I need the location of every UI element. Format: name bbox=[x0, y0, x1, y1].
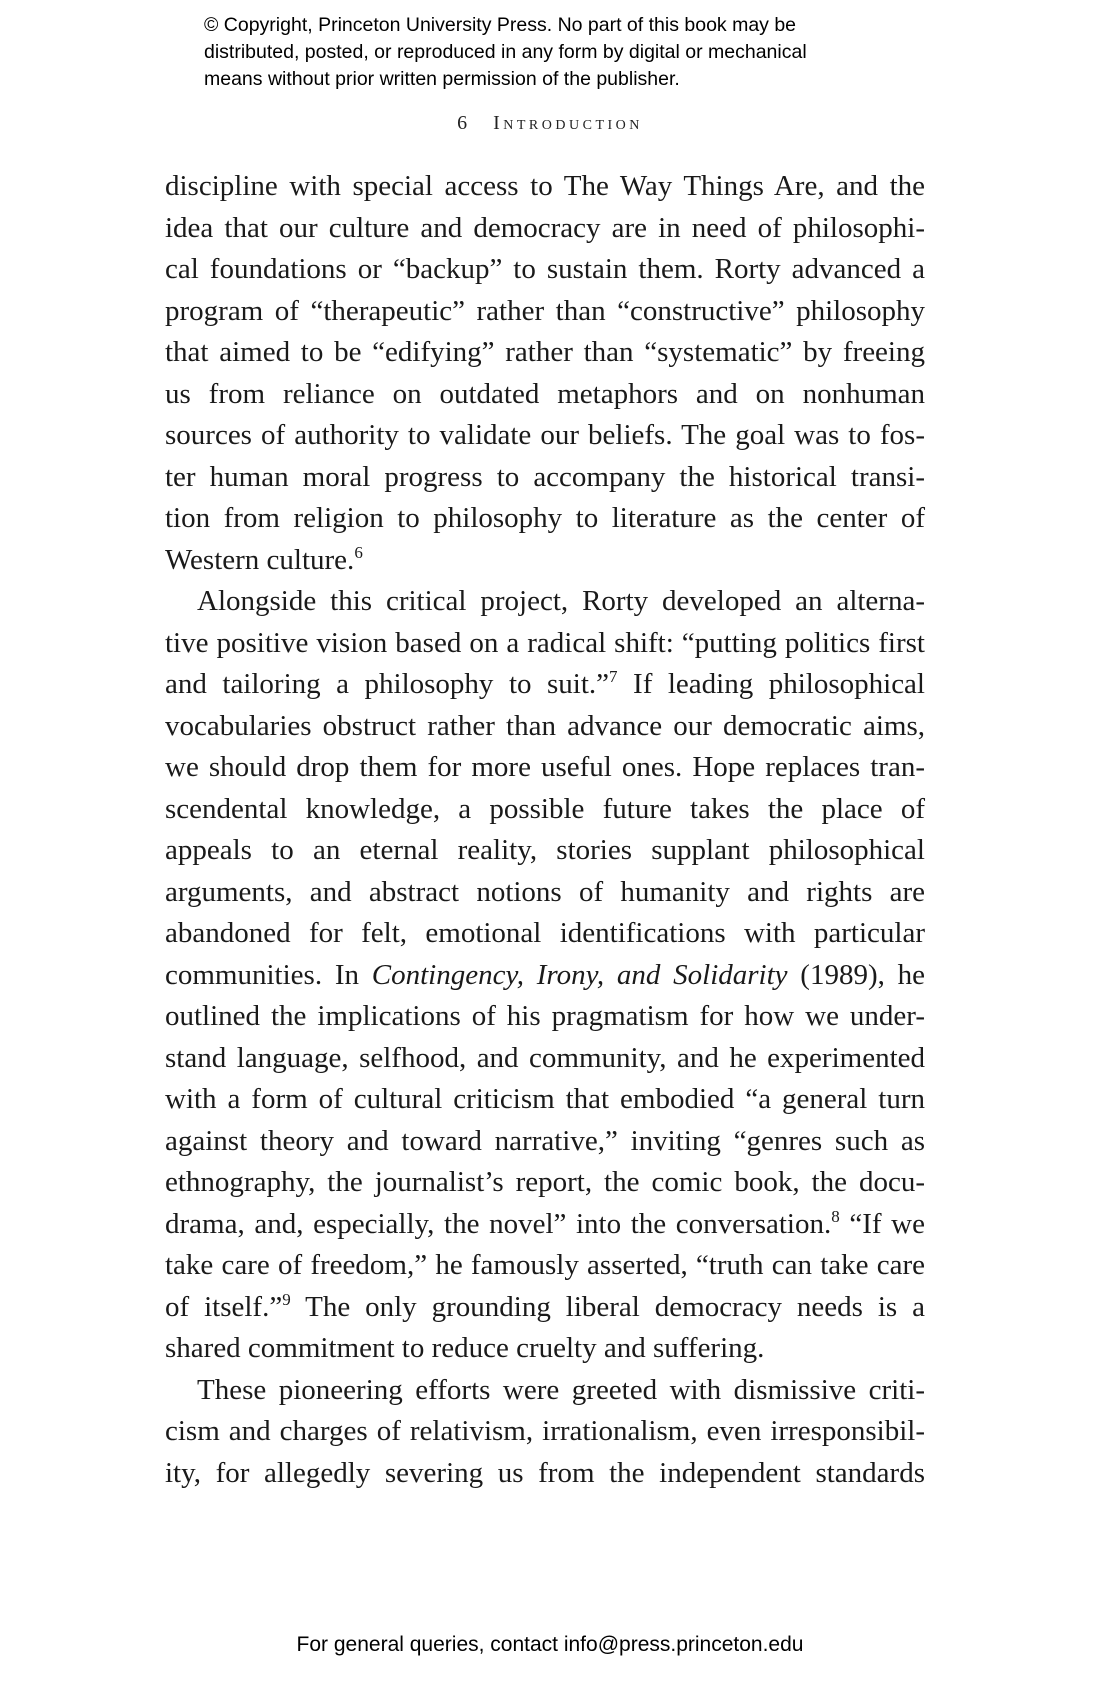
text-line: sources of authority to validate our beliefs. The goal was to fos- bbox=[165, 419, 925, 451]
text-line: of itself.”$^9$ The only grounding liberal democracy needs is a bbox=[165, 1289, 925, 1323]
text-line: communities. In Contingency, Irony, and Solidarity (1989), he bbox=[165, 958, 925, 991]
paragraph-start: Alongside this critical project, Rorty developed an alterna- bbox=[197, 585, 925, 617]
text-line: program of “therapeutic” rather than “constructive” philosophy bbox=[165, 294, 925, 327]
text-line: us from reliance on outdated metaphors and on nonhuman bbox=[165, 377, 925, 410]
body-text bbox=[165, 166, 925, 1494]
text-line: scendental knowledge, a possible future takes the place of bbox=[165, 792, 925, 825]
paragraph-start: These pioneering efforts were greeted with dismissive criti- bbox=[197, 1373, 925, 1406]
text-line: shared commitment to reduce cruelty and suffering. bbox=[165, 1332, 765, 1364]
text-line: outlined the implications of his pragmatism for how we under- bbox=[165, 1000, 925, 1032]
text-line: we should drop them for more useful ones. Hope replaces tran- bbox=[165, 751, 925, 783]
footnote-ref[interactable]: 8 bbox=[831, 1206, 840, 1226]
text-line: with a form of cultural criticism that embodied “a general turn bbox=[165, 1083, 925, 1115]
text-line: ethnography, the journalist’s report, the comic book, the docu- bbox=[165, 1166, 925, 1198]
text-line: drama, and, especially, the novel” into the conversation.$^8$ “If we bbox=[165, 1206, 925, 1240]
copyright-line: distributed, posted, or reproduced in any form by digital or mechanical bbox=[204, 41, 807, 63]
book-title: Contingency, Irony, and Solidarity bbox=[371, 958, 788, 991]
footnote-ref[interactable]: 6 bbox=[354, 542, 363, 562]
text-line: arguments, and abstract notions of humanity and rights are bbox=[165, 875, 925, 908]
chapter-title: Introduction bbox=[493, 112, 643, 134]
text-line: cal foundations or “backup” to sustain them. Rorty advanced a bbox=[165, 253, 925, 285]
copyright-notice bbox=[204, 12, 964, 93]
running-head bbox=[0, 112, 1100, 135]
text-line: ter human moral progress to accompany the historical transi- bbox=[165, 460, 925, 493]
text-line: appeals to an eternal reality, stories supplant philosophical bbox=[165, 834, 925, 866]
copyright-line: © Copyright, Princeton University Press. No part of this book may be bbox=[204, 14, 797, 36]
text-line: tion from religion to philosophy to literature as the center of bbox=[165, 502, 925, 534]
footnote-ref[interactable]: 7 bbox=[609, 667, 618, 686]
text-line: tive positive vision based on a radical shift: “putting politics first bbox=[165, 626, 925, 659]
text-line: stand language, selfhood, and community, and he experimented bbox=[165, 1041, 925, 1074]
text-line: abandoned for felt, emotional identifications with particular bbox=[165, 917, 925, 949]
text-line: vocabularies obstruct rather than advance our democratic aims, bbox=[165, 709, 925, 742]
footnote-ref[interactable]: 9 bbox=[282, 1289, 291, 1309]
text-line: that aimed to be “edifying” rather than “systematic” by freeing bbox=[165, 336, 925, 368]
footer-contact: For general queries, contact info@press.princeton.edu bbox=[296, 1633, 804, 1656]
text-line: ity, for allegedly severing us from the independent standards bbox=[165, 1456, 925, 1489]
text-line: against theory and toward narrative,” inviting “genres such as bbox=[165, 1124, 925, 1157]
text-line: take care of freedom,” he famously asserted, “truth can take care bbox=[165, 1249, 925, 1281]
text-line: and tailoring a philosophy to suit.”$^7$ If leading philosophical bbox=[165, 667, 925, 700]
text-line: discipline with special access to The Way Things Are, and the bbox=[165, 170, 925, 202]
copyright-line: means without prior written permission of the publisher. bbox=[204, 68, 680, 90]
page-number: 6 bbox=[457, 112, 468, 134]
text-line: Western culture.$^6$ bbox=[165, 542, 363, 576]
text-line: idea that our culture and democracy are in need of philosophi- bbox=[165, 211, 925, 244]
text-line: cism and charges of relativism, irrationalism, even irresponsibil- bbox=[165, 1415, 925, 1447]
